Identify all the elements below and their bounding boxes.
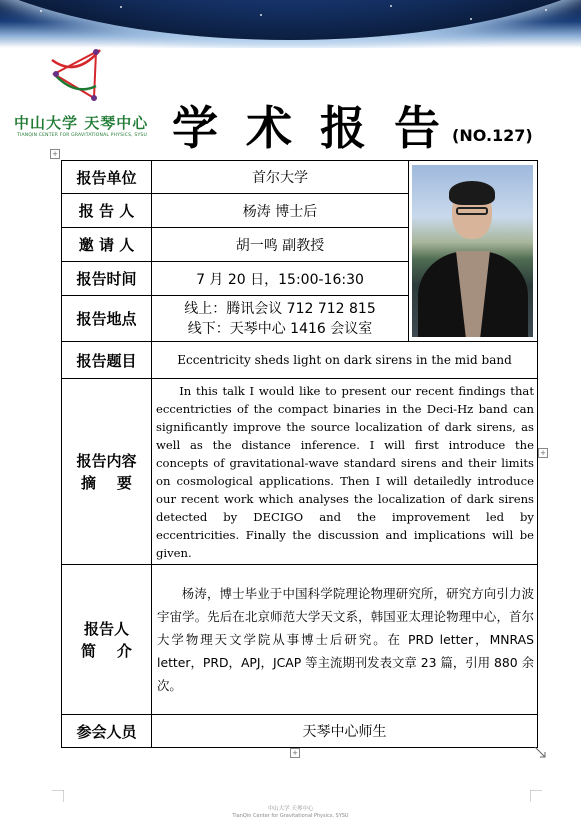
space-banner xyxy=(0,0,581,48)
abstract-label-line1: 报告内容 xyxy=(76,451,137,470)
abstract-text: In this talk I would like to present our recent findings that eccentricties of the compact binaries in the Deci-Hz band can significantly improve the source localization of dark sirens, as well as the distance inference. I will first introduce the concepts of gravitational-wave standard sirens and their limits on cosmological applications. Then I will detailedly introduce our recent work which analyses the localization of dark sirens detected by DECIGO and the improvement led by eccentricities. Finally the discussion and implications will be given. xyxy=(152,379,538,565)
time-value: 7 月 20 日，15:00-16:30 xyxy=(152,262,409,296)
add-column-handle-icon[interactable]: + xyxy=(538,448,548,458)
institute-name-en: TIANQIN CENTER FOR GRAVITATIONAL PHYSICS, SYSU xyxy=(17,133,147,138)
report-info-table xyxy=(61,160,538,748)
bio-label-line2: 简 介 xyxy=(81,641,132,660)
place-value xyxy=(152,296,409,342)
page-corner-mark-left-icon xyxy=(52,790,64,802)
speaker-photo-cell xyxy=(409,161,538,342)
topic-label: 报告题目 xyxy=(62,342,152,379)
audience-value: 天琴中心师生 xyxy=(152,715,538,748)
abstract-label-line2: 摘 要 xyxy=(81,473,132,492)
bio-label-line1: 报告人 xyxy=(83,619,129,638)
institute-name-cn: 中山大学 天琴中心 xyxy=(14,114,149,132)
unit-value: 首尔大学 xyxy=(152,161,409,194)
planet-horizon xyxy=(0,0,581,40)
topic-value: Eccentricity sheds light on dark sirens in the mid band xyxy=(152,342,538,379)
report-number: (NO.127) xyxy=(452,126,533,145)
footer-institute-en: TianQin Center for Gravitational Physics, SYSU xyxy=(232,813,349,819)
tianqin-logo-icon xyxy=(46,46,104,104)
bio-text: 杨涛，博士毕业于中国科学院理论物理研究所，研究方向引力波宇宙学。先后在北京师范大学天文系，韩国亚太理论物理中心，首尔大学物理天文学院从事博士后研究。在 PRD letter，MNRAS letter，PRD，APJ，JCAP 等主流期刊发表文章 23 篇，引用 880 余次。 xyxy=(152,565,538,715)
audience-label: 参会人员 xyxy=(62,715,152,748)
table-move-handle-icon[interactable]: + xyxy=(50,149,60,159)
footer-institute-cn: 中山大学 天琴中心 xyxy=(267,806,314,812)
inviter-label: 邀 请 人 xyxy=(62,228,152,262)
inviter-value: 胡一鸣 副教授 xyxy=(152,228,409,262)
unit-label: 报告单位 xyxy=(62,161,152,194)
place-offline: 线下：天琴中心 1416 会议室 xyxy=(187,320,373,337)
bio-label xyxy=(62,565,152,715)
place-online: 线上：腾讯会议 712 712 815 xyxy=(184,300,376,317)
table-resize-handle-icon[interactable] xyxy=(534,746,546,758)
page-title: 学术报告 xyxy=(172,101,468,155)
speaker-value: 杨涛 博士后 xyxy=(152,194,409,228)
speaker-label: 报 告 人 xyxy=(62,194,152,228)
abstract-label xyxy=(62,379,152,565)
speaker-photo xyxy=(412,165,533,337)
place-label: 报告地点 xyxy=(62,296,152,342)
add-row-handle-icon[interactable]: + xyxy=(290,748,300,758)
page-corner-mark-right-icon xyxy=(530,790,542,802)
time-label: 报告时间 xyxy=(62,262,152,296)
